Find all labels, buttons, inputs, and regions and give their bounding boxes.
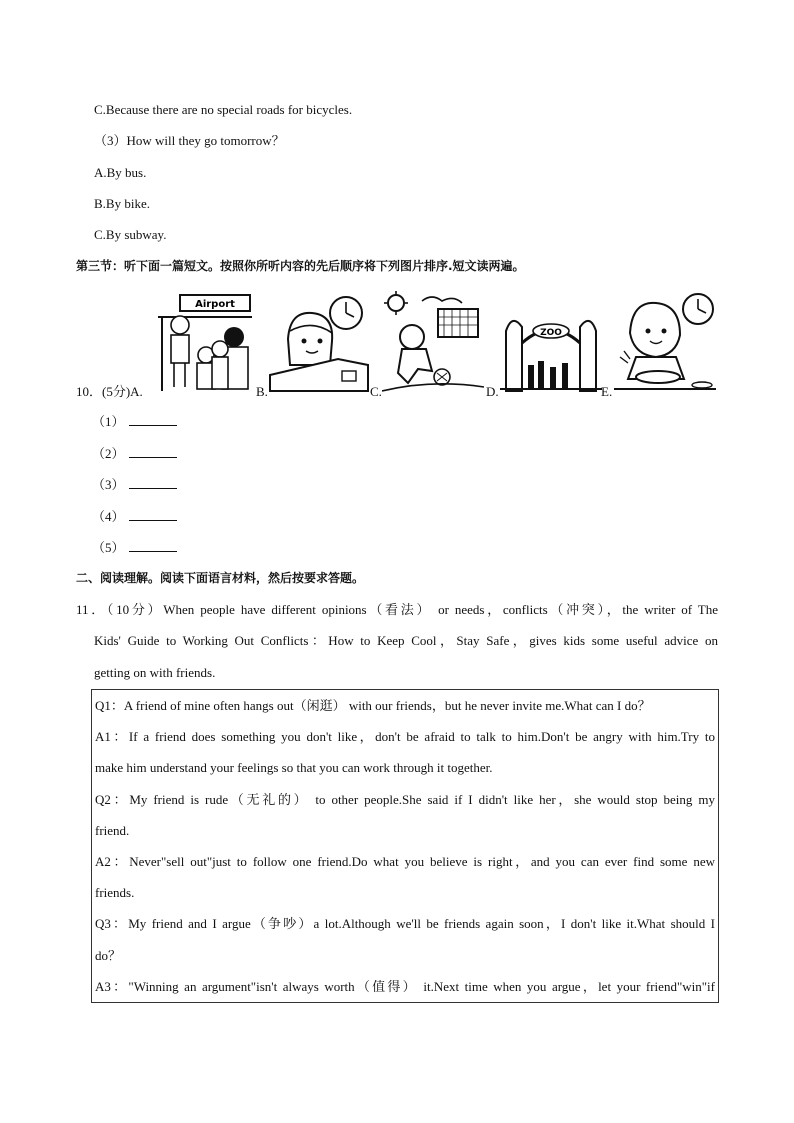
q10-blank-1-label: （1）: [92, 414, 125, 429]
zoo-sign: ZOO: [540, 328, 562, 338]
box-line-a2: A2：Never"sell out"just to follow one friend.Do what you believe is right，and you can ever find some new: [95, 854, 715, 869]
picture-boy-football: [382, 291, 484, 393]
q9-option-c: C.By subway.: [94, 227, 167, 242]
q9-option-c-previous: C.Because there are no special roads for bicycles.: [94, 102, 353, 117]
q10-label-c: C.: [370, 384, 382, 399]
football-illustration: [382, 291, 484, 393]
answer-blank-1[interactable]: [129, 414, 177, 426]
box-line-a1-cont: make him understand your feelings so that you can work through it together.: [95, 760, 493, 775]
q10-prefix: 10．(5分)A.: [76, 384, 143, 399]
answer-blank-5[interactable]: [129, 540, 177, 552]
reading-passage-box: [91, 689, 719, 1003]
picture-zoo: [500, 291, 602, 393]
girl-counter-illustration: [268, 291, 370, 393]
box-line-a1: A1：If a friend does something you don't like，don't be afraid to talk to him.Don't be angry with him.Try to: [95, 729, 715, 744]
box-line-q1: Q1：A friend of mine often hangs out（闲逛） with our friends，but he never invite me.What can I do？: [95, 698, 651, 713]
picture-woman-cooking: [614, 291, 716, 393]
box-line-a2-cont: friends.: [95, 885, 135, 900]
q11-line-1: 11．（10分）When people have different opinions（看法） or needs，conflicts（冲突），the writer of The: [76, 602, 718, 617]
q10-blank-2-label: （2）: [92, 446, 125, 461]
q10-blank-5-label: （5）: [92, 540, 125, 555]
cooking-illustration: [614, 291, 716, 393]
answer-blank-4[interactable]: [129, 509, 177, 521]
box-line-q2: Q2：My friend is rude（无礼的） to other people.She said if I didn't like her，she would stop being my: [95, 792, 715, 807]
picture-airport: [154, 291, 256, 393]
answer-blank-2[interactable]: [129, 446, 177, 458]
box-line-q2-cont: friend.: [95, 823, 130, 838]
airport-illustration: [154, 291, 256, 393]
q9-subquestion-3: （3）How will they go tomorrow？: [94, 133, 285, 148]
box-line-q3-cont: do？: [95, 948, 122, 963]
q10-blank-2: [92, 446, 177, 462]
airport-sign: Airport: [195, 299, 235, 310]
q10-blank-5: [92, 540, 177, 556]
q10-blank-3: [92, 477, 177, 493]
section-3-heading: 第三节：听下面一篇短文。按照你所听内容的先后顺序将下列图片排序.短文读两遍。: [76, 259, 525, 273]
q11-line-3: getting on with friends.: [94, 665, 216, 680]
zoo-illustration: [500, 291, 602, 393]
picture-girl-at-counter: [268, 291, 370, 393]
box-line-q3: Q3：My friend and I argue（争吵）a lot.Although we'll be friends again soon，I don't like it.What should I: [95, 916, 715, 931]
q10-blank-4: [92, 509, 177, 525]
box-line-a3: A3："Winning an argument"isn't always worth（值得） it.Next time when you argue，let your friend"win"if: [95, 979, 715, 994]
q10-blank-3-label: （3）: [92, 477, 125, 492]
q10-blank-1: [92, 414, 177, 430]
answer-blank-3[interactable]: [129, 477, 177, 489]
q11-line-2: Kids' Guide to Working Out Conflicts：How to Keep Cool，Stay Safe，gives kids some useful advice on: [94, 633, 718, 648]
q9-option-a: A.By bus.: [94, 165, 147, 180]
q10-label-b: B.: [256, 384, 268, 399]
q9-option-b: B.By bike.: [94, 196, 150, 211]
q10-label-d: D.: [486, 384, 499, 399]
q10-blank-4-label: （4）: [92, 509, 125, 524]
q10-label-e: E.: [601, 384, 613, 399]
part-2-heading: 二、阅读理解。阅读下面语言材料，然后按要求答题。: [76, 571, 365, 585]
